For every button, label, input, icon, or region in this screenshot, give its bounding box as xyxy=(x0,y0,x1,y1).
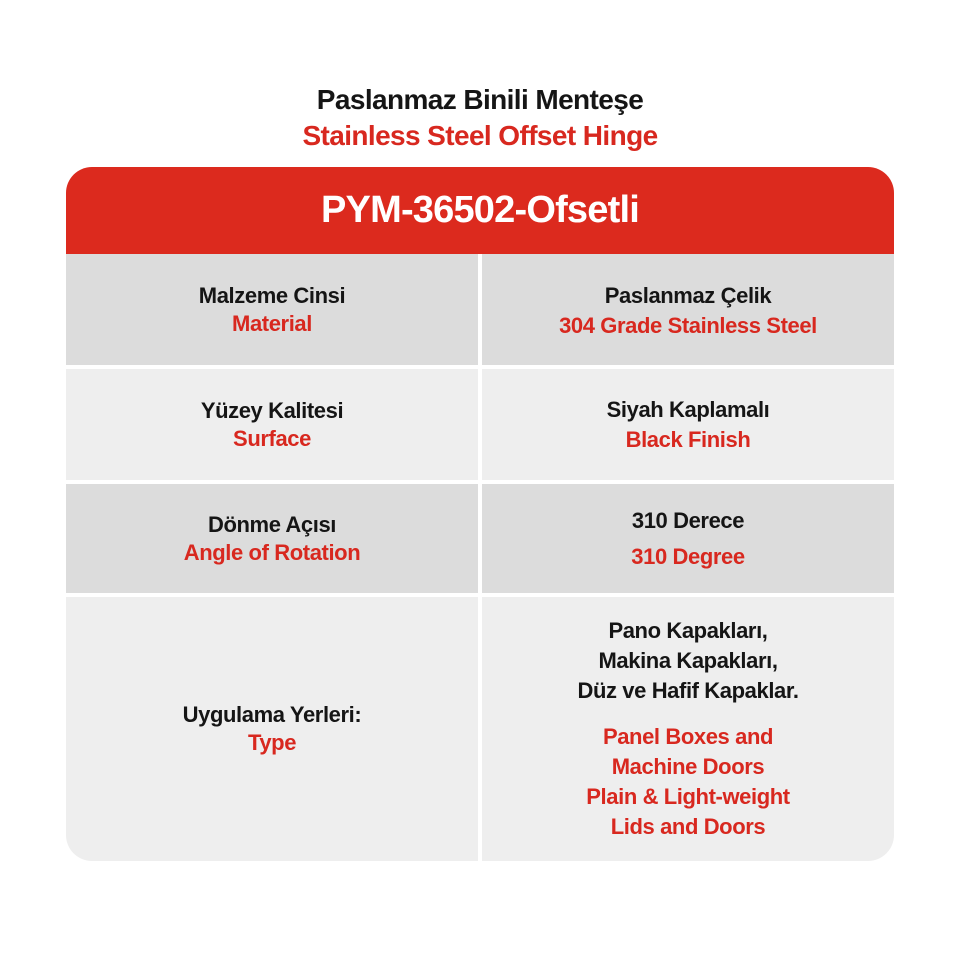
value-turkish: Siyah Kaplamalı xyxy=(606,396,770,422)
spec-label-material xyxy=(66,254,478,365)
value-turkish-block xyxy=(577,616,798,706)
label-english: Angle of Rotation xyxy=(183,539,361,565)
spec-label-rotation xyxy=(66,484,478,593)
value-english-line: Machine Doors xyxy=(611,754,765,779)
value-turkish-line: Pano Kapakları, xyxy=(608,618,768,643)
value-english-block xyxy=(586,722,789,842)
spec-label-surface xyxy=(66,369,478,480)
value-english-line: Plain & Light-weight xyxy=(586,784,790,809)
label-turkish: Dönme Açısı xyxy=(207,511,337,537)
label-turkish: Malzeme Cinsi xyxy=(198,282,346,308)
value-turkish: 310 Derece xyxy=(631,507,745,533)
spec-value-rotation xyxy=(482,484,894,593)
value-english-line: Lids and Doors xyxy=(610,814,766,839)
spec-value-material xyxy=(482,254,894,365)
label-english: Type xyxy=(247,730,297,755)
page-header xyxy=(0,82,960,154)
spec-table xyxy=(66,167,894,861)
title-english: Stainless Steel Offset Hinge xyxy=(302,120,658,151)
title-turkish: Paslanmaz Binili Menteşe xyxy=(316,84,644,115)
model-code: PYM-36502-Ofsetli xyxy=(321,189,639,231)
label-english: Surface xyxy=(233,425,311,451)
value-turkish: Paslanmaz Çelik xyxy=(604,282,772,308)
spec-value-surface xyxy=(482,369,894,480)
label-turkish: Uygulama Yerleri: xyxy=(182,702,362,727)
model-banner xyxy=(66,167,894,254)
spec-label-type xyxy=(66,597,478,861)
value-english: 310 Degree xyxy=(631,543,745,569)
label-english: Material xyxy=(232,310,312,336)
label-turkish: Yüzey Kalitesi xyxy=(200,397,344,423)
value-english: 304 Grade Stainless Steel xyxy=(559,312,817,338)
spec-value-type xyxy=(482,597,894,861)
value-english-line: Panel Boxes and xyxy=(602,724,774,749)
value-english: Black Finish xyxy=(625,426,751,452)
value-turkish-line: Makina Kapakları, xyxy=(598,648,778,673)
value-turkish-line: Düz ve Hafif Kapaklar. xyxy=(577,678,799,703)
